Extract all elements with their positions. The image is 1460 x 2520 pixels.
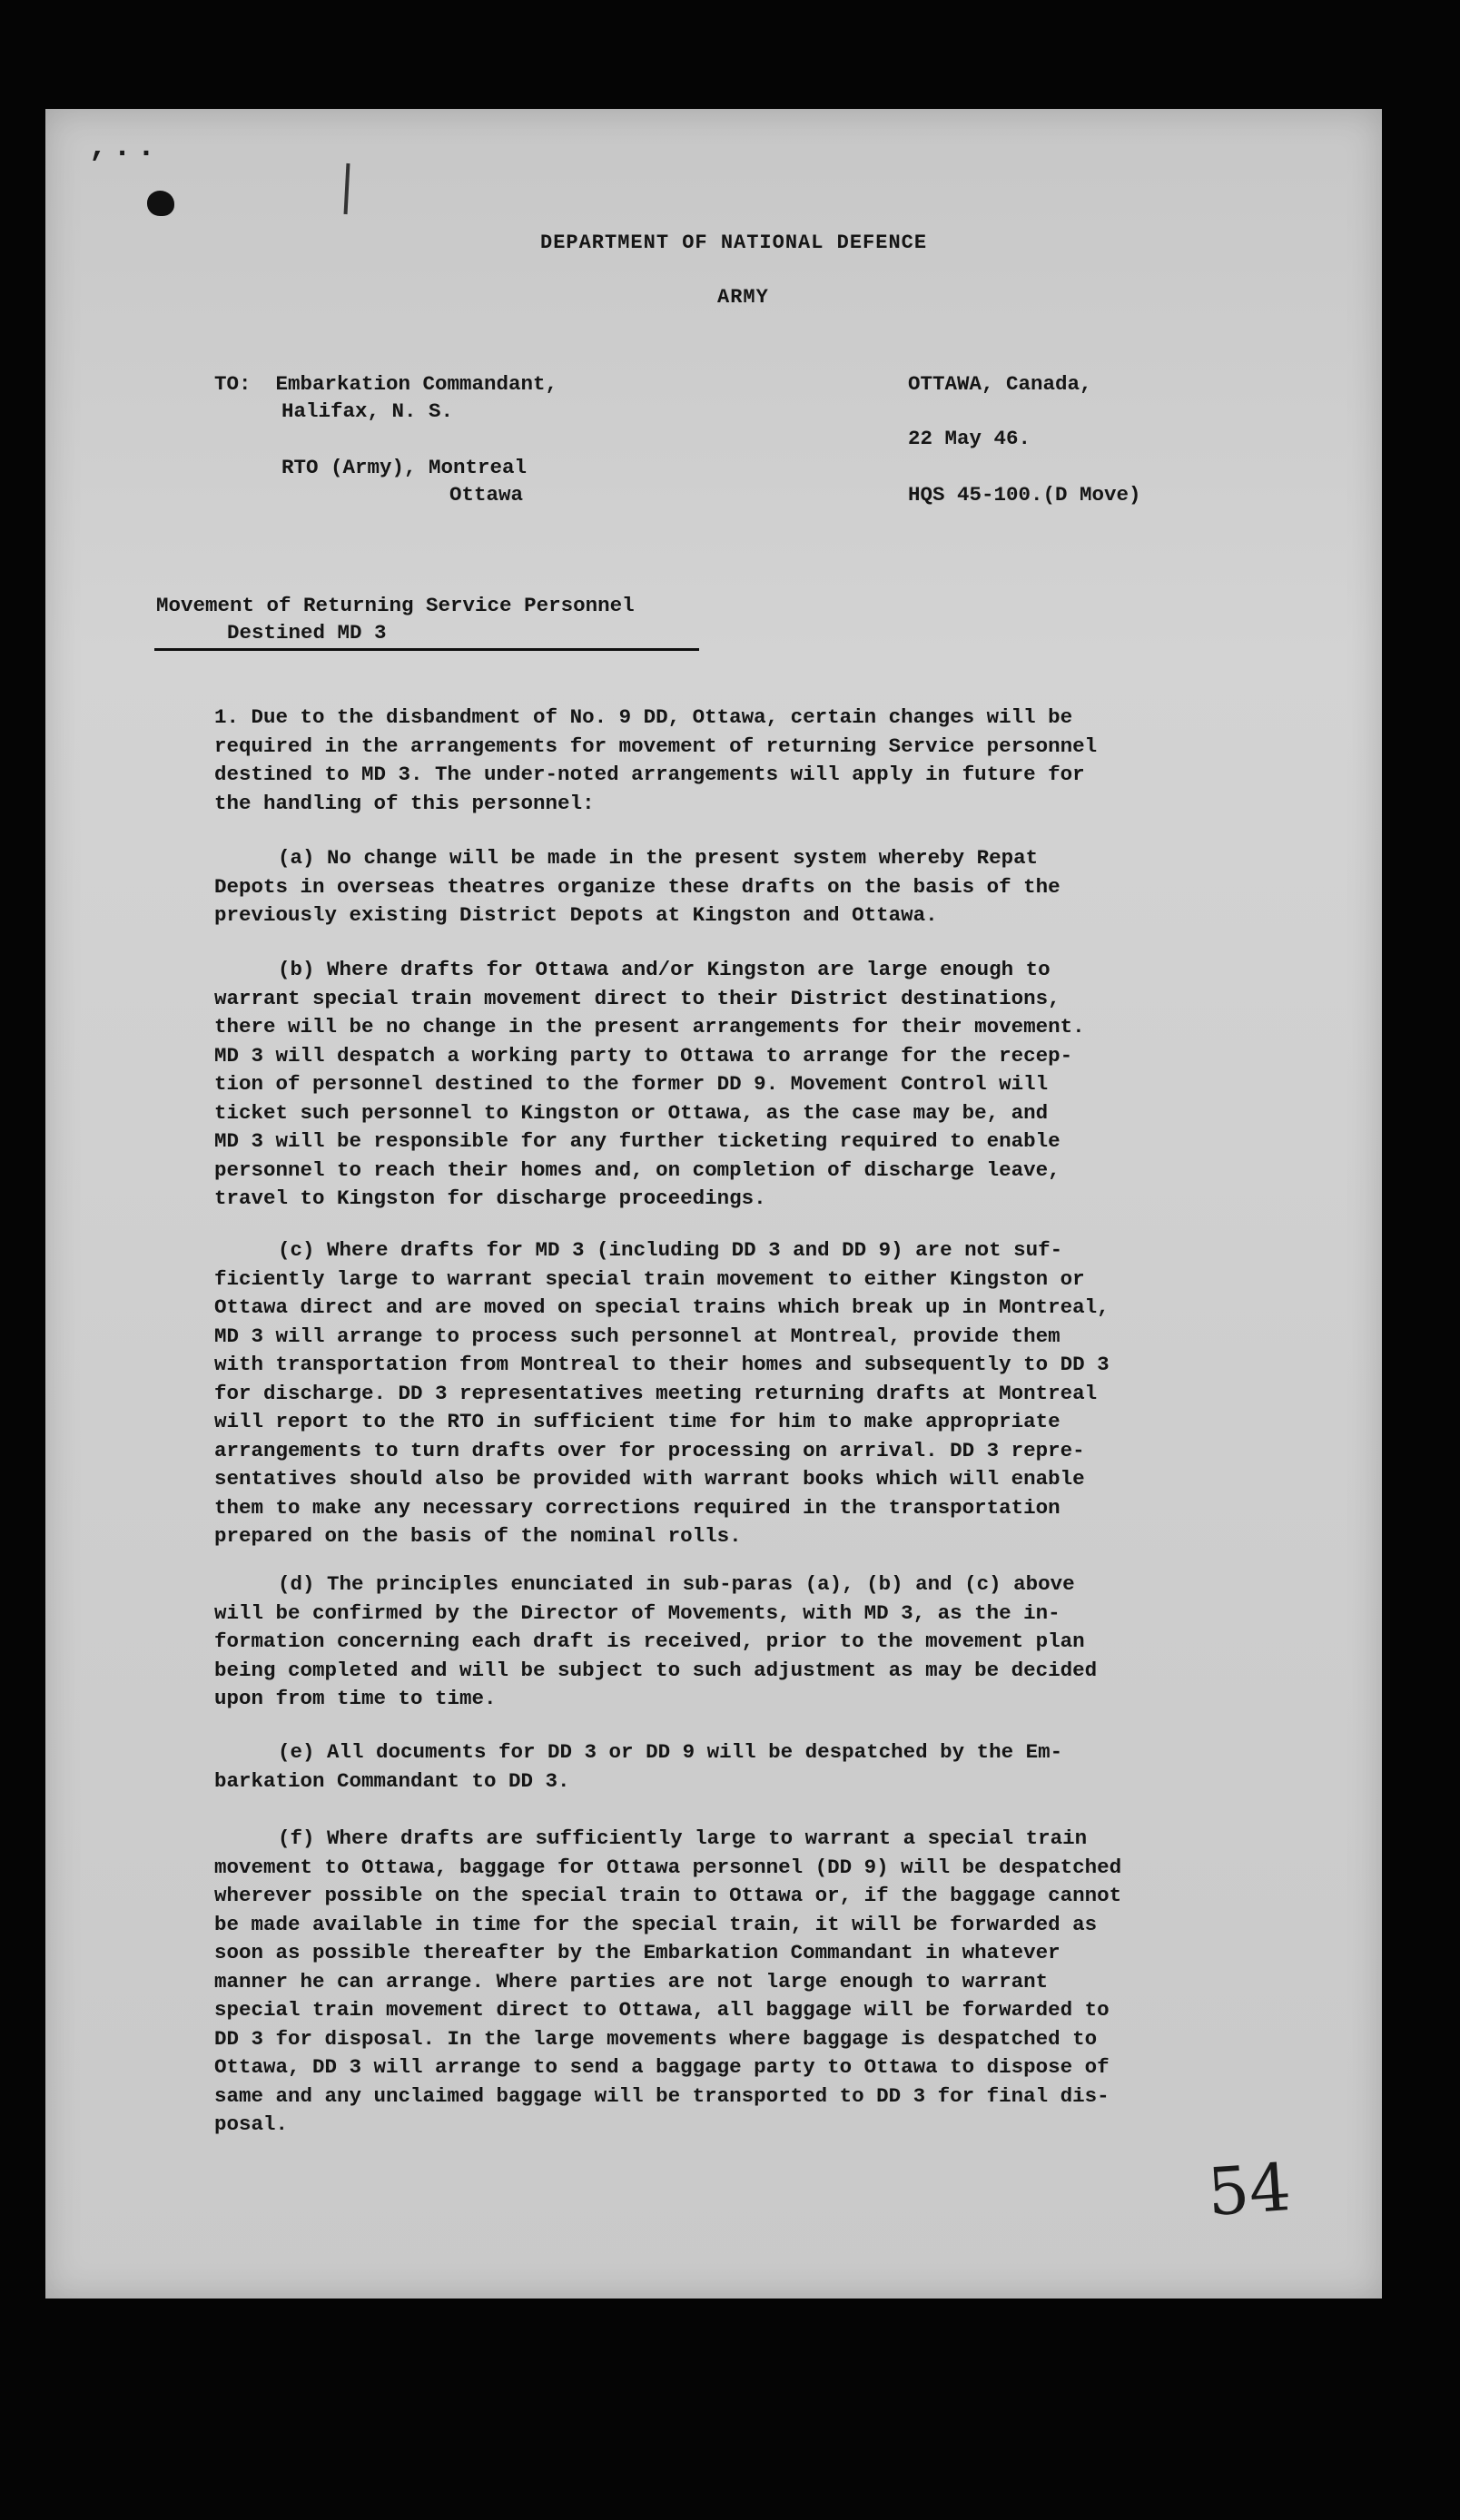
addressee-line-3: RTO (Army), Montreal	[281, 456, 528, 479]
paragraph-d: (d) The principles enunciated in sub-paras (a), (b) and (c) above will be confirmed by the Director of Movements, with MD 3, as the in- formation concerning each draft is received, prior to the movement plan being completed and will be subject to such adjustment as may be decided upon from time to time.	[214, 1572, 1098, 1710]
paragraph-f: (f) Where drafts are sufficiently large to warrant a special train movement to Ottawa, baggage for Ottawa personnel (DD 9) will be despatched wherever possible on the special train to Ottawa or, if the baggage cannot be made available in time for the special train, it will be forwarded as soon as possible thereafter by the Embarkation Commandant in whatever manner he can arrange. Where parties are not large enough to warrant special train movement direct to Ottawa, all baggage will be forwarded to DD 3 for disposal. In the large movements where baggage is despatched to Ottawa, DD 3 will arrange to send a baggage party to Ottawa to dispose of same and any unclaimed baggage will be transported to DD 3 for final dis- posal.	[214, 1826, 1122, 2136]
addressee-line-2: Halifax, N. S.	[281, 399, 454, 423]
branch-heading: ARMY	[717, 286, 769, 309]
paragraph-1: 1. Due to the disbandment of No. 9 DD, Ottawa, certain changes will be required in the arrangements for movement of returning Service personnel destined to MD 3. The under-noted arrangements will apply in future for the handling of this personnel:	[214, 705, 1098, 815]
subject-line-2: Destined MD 3	[227, 621, 387, 645]
ink-mark-dots: ,..	[89, 131, 162, 165]
subject-underline	[154, 648, 699, 651]
department-heading: DEPARTMENT OF NATIONAL DEFENCE	[540, 231, 928, 254]
paragraph-c: (c) Where drafts for MD 3 (including DD 3 and DD 9) are not suf- ficiently large to warrant special train movement to either Kingston or Ottawa direct and are moved on special trains which break up in Montreal, MD 3 will arrange to process such personnel at Montreal, provide them with transportation from Montreal to their homes and subsequently to DD 3 for discharge. DD 3 representatives meeting returning drafts at Montreal will report to the RTO in sufficient time for him to make appropriate arrangements to turn drafts over for processing on arrival. DD 3 repre- sentatives should also be provided with warrant books which will enable them to make any necessary corrections required in the transportation prepared on the basis of the nominal rolls.	[214, 1238, 1110, 1548]
date-line: 22 May 46.	[908, 427, 1031, 450]
ink-blot	[147, 191, 174, 216]
handwritten-page-number: 54	[1205, 2148, 1294, 2231]
paragraph-b: (b) Where drafts for Ottawa and/or Kingston are large enough to warrant special train movement direct to their District destinations, there will be no change in the present arrangements for their movement. MD 3 will despatch a working party to Ottawa to arrange for the recep- tion of personnel destined to the former DD 9. Movement Control will ticket such personnel to Kingston or Ottawa, as the case may be, and MD 3 will be responsible for any further ticketing required to enable personnel to reach their homes and, on completion of discharge leave, travel to Kingston for discharge proceedings.	[214, 958, 1085, 1210]
file-reference: HQS 45-100.(D Move)	[908, 483, 1141, 507]
place-line: OTTAWA, Canada,	[908, 372, 1092, 396]
paragraph-a: (a) No change will be made in the present system whereby Repat Depots in overseas theatres organize these drafts on the basis of the previously existing District Depots at Kingston and Ottawa.	[214, 846, 1060, 927]
pencil-stroke	[344, 163, 350, 214]
paragraph-e: (e) All documents for DD 3 or DD 9 will be despatched by the Em- barkation Commandant to DD 3.	[214, 1740, 1063, 1793]
addressee-line-4: Ottawa	[449, 483, 524, 507]
document-page	[45, 109, 1382, 2299]
subject-line-1: Movement of Returning Service Personnel	[156, 594, 635, 617]
addressee-line-1: TO: Embarkation Commandant,	[214, 372, 558, 396]
